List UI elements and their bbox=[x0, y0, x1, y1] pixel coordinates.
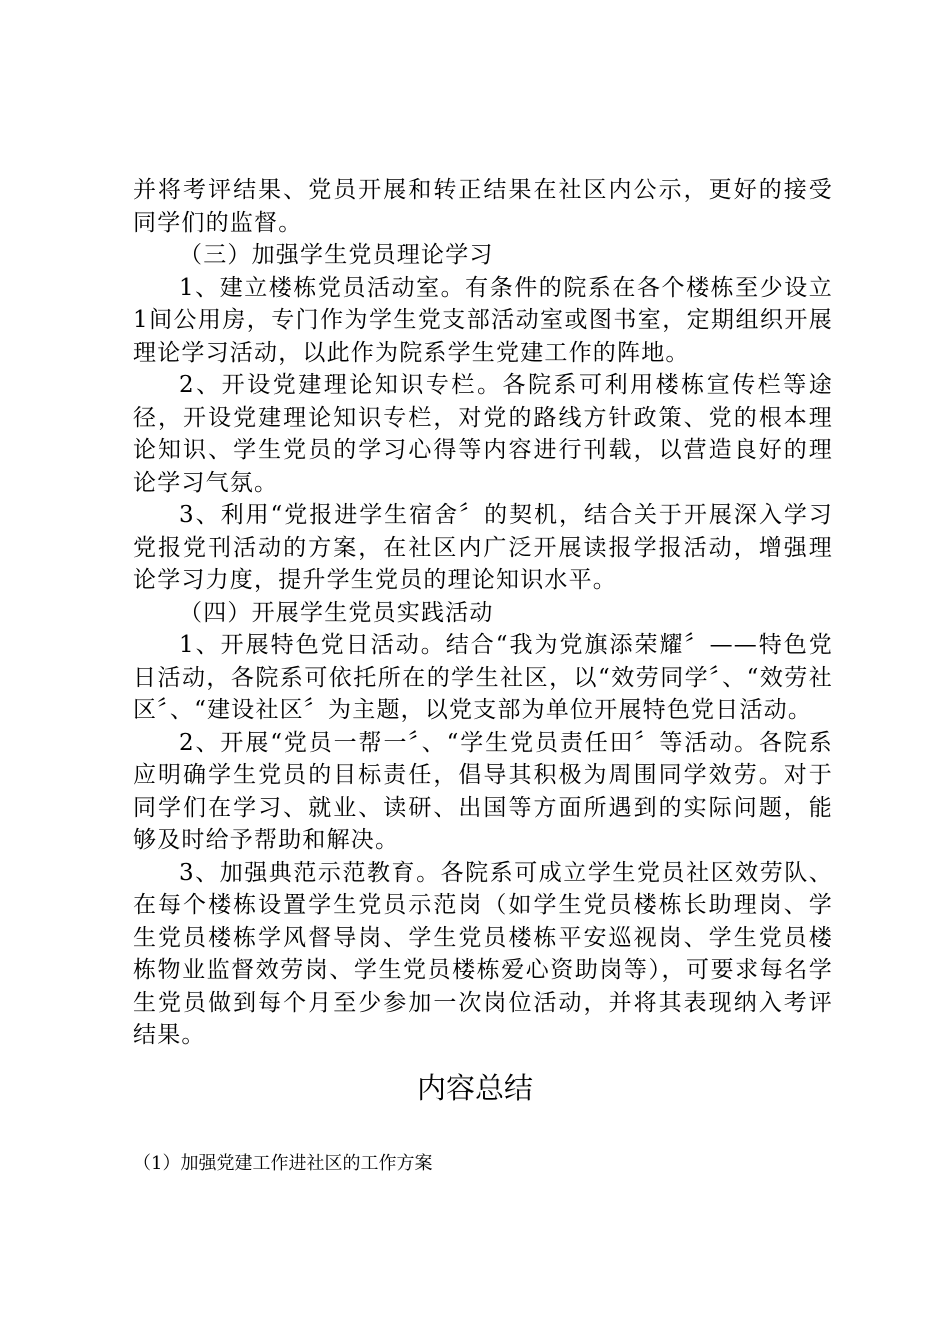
paragraph-model-education: 3、加强典范示范教育。各院系可成立学生党员社区效劳队、在每个楼栋设置学生党员示范岗（如学生党员楼栋长助理岗、学生党员楼栋学风督导岗、学生党员楼栋平安巡视岗、学生党员楼栋物业监督效劳岗、学生党员楼栋爱心资助岗等），可要求每名学生党员做到每个月至少参加一次岗位活动，并将其表现纳入考评结果。 bbox=[133, 859, 833, 1048]
document-body bbox=[133, 174, 833, 1052]
summary-item: （1）加强党建工作进社区的工作方案 bbox=[133, 1153, 433, 1174]
paragraph-activity-room: 1、建立楼栋党员活动室。有条件的院系在各个楼栋至少设立1间公用房，专门作为学生党支部活动室或图书室，定期组织开展理论学习活动，以此作为院系学生党建工作的阵地。 bbox=[133, 274, 833, 366]
section-heading-3: （三）加强学生党员理论学习 bbox=[179, 242, 494, 268]
paragraph-party-newspaper: 3、利用“党报进学生宿舍〞的契机，结合关于开展深入学习党报党刊活动的方案，在社区内广泛开展读报学报活动，增强理论学习力度，提升学生党员的理论知识水平。 bbox=[133, 502, 833, 593]
paragraph-one-help-one: 2、开展“党员一帮一〞、“学生党员责任田〞等活动。各院系应明确学生党员的目标责任，倡导其积极为周围同学效劳。对于同学们在学习、就业、读研、出国等方面所遇到的实际问题，能够及时给予帮助和解决。 bbox=[133, 729, 833, 853]
paragraph-continuation: 并将考评结果、党员开展和转正结果在社区内公示，更好的接受同学们的监督。 bbox=[133, 177, 833, 236]
section-heading-4: （四）开展学生党员实践活动 bbox=[179, 599, 494, 626]
summary-title: 内容总结 bbox=[416, 1071, 533, 1105]
paragraph-theory-column: 2、开设党建理论知识专栏。各院系可利用楼栋宣传栏等途径，开设党建理论知识专栏，对党的路线方针政策、党的根本理论知识、学生党员的学习心得等内容进行刊载，以营造良好的理论学习气氛。 bbox=[133, 372, 833, 496]
paragraph-party-day: 1、开展特色党日活动。结合“我为党旗添荣耀〞——特色党日活动，各院系可依托所在的学生社区，以“效劳同学〞、“效劳社区〞、“建设社区〞为主题，以党支部为单位开展特色党日活动。 bbox=[133, 632, 833, 723]
